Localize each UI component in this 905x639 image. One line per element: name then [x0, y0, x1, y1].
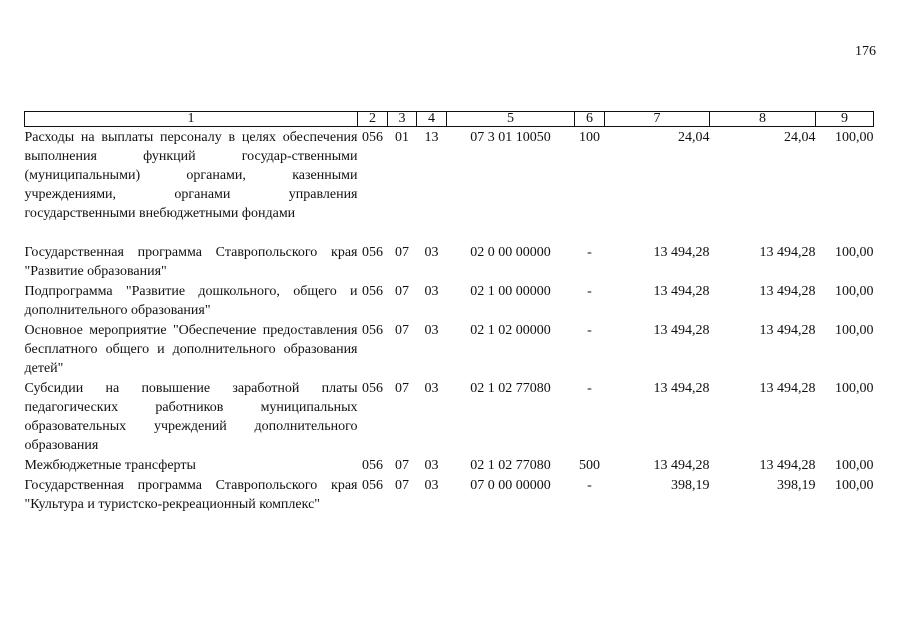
row-ministry-code: 056: [362, 381, 383, 396]
spacer-row: [25, 223, 874, 243]
row-plan-value: 13 494,28: [653, 245, 710, 260]
row-expense-type: 100: [579, 130, 600, 145]
row-actual-value: 13 494,28: [759, 458, 816, 473]
table-row: [25, 281, 874, 320]
row-name: Расходы на выплаты персоналу в целях обеспечения выполнения функций государ-ственными (муниципальными) органами, казенными учреждениями, органами управления государственными внебюджетными фондами: [24, 130, 358, 221]
row-name: Государственная программа Ставропольского края "Культура и туристско-рекреационный комплекс": [24, 478, 358, 512]
row-percent: 100,00: [835, 323, 874, 338]
row-section-code: 07: [395, 245, 409, 260]
row-expense-type: -: [587, 284, 592, 299]
row-plan-value: 24,04: [678, 130, 710, 145]
row-ministry-code: 056: [362, 130, 383, 145]
row-target-article: 02 1 02 77080: [470, 381, 551, 396]
row-section-code: 07: [395, 458, 409, 473]
row-section-code: 07: [395, 478, 409, 493]
row-percent: 100,00: [835, 381, 874, 396]
row-plan-value: 13 494,28: [653, 458, 710, 473]
column-header: 4: [417, 112, 447, 127]
row-subsection-code: 13: [424, 130, 439, 145]
table-row: [25, 243, 874, 281]
row-name: Государственная программа Ставропольского края "Развитие образования": [24, 245, 358, 279]
row-actual-value: 398,19: [777, 478, 816, 493]
row-expense-type: -: [587, 478, 592, 493]
row-percent: 100,00: [835, 478, 874, 493]
row-subsection-code: 03: [424, 323, 439, 338]
row-percent: 100,00: [835, 130, 874, 145]
row-ministry-code: 056: [362, 478, 383, 493]
row-actual-value: 13 494,28: [759, 381, 816, 396]
row-target-article: 02 0 00 00000: [470, 245, 551, 260]
row-name: Подпрограмма "Развитие дошкольного, общего и дополнительного образования": [24, 284, 358, 318]
row-name: Межбюджетные трансферты: [24, 458, 196, 473]
table-row: [25, 127, 874, 224]
row-target-article: 02 1 02 00000: [470, 323, 551, 338]
row-actual-value: 13 494,28: [759, 284, 816, 299]
column-header: 2: [358, 112, 388, 127]
row-section-code: 07: [395, 323, 409, 338]
column-header: 5: [447, 112, 575, 127]
row-expense-type: 500: [579, 458, 600, 473]
row-percent: 100,00: [835, 245, 874, 260]
row-plan-value: 398,19: [671, 478, 710, 493]
column-header: 9: [816, 112, 874, 127]
table-row: [25, 378, 874, 455]
page-number: 176: [855, 44, 876, 59]
table-row: [25, 320, 874, 378]
row-actual-value: 13 494,28: [759, 323, 816, 338]
row-ministry-code: 056: [362, 323, 383, 338]
row-subsection-code: 03: [424, 284, 439, 299]
row-plan-value: 13 494,28: [653, 323, 710, 338]
column-header: 7: [605, 112, 710, 127]
column-header: 1: [25, 112, 358, 127]
row-actual-value: 13 494,28: [759, 245, 816, 260]
row-ministry-code: 056: [362, 458, 383, 473]
row-section-code: 01: [395, 130, 409, 145]
row-expense-type: -: [587, 381, 592, 396]
row-target-article: 07 0 00 00000: [470, 478, 551, 493]
row-ministry-code: 056: [362, 284, 383, 299]
row-percent: 100,00: [835, 284, 874, 299]
row-subsection-code: 03: [424, 478, 439, 493]
row-actual-value: 24,04: [784, 130, 816, 145]
column-header: 6: [575, 112, 605, 127]
column-header: 3: [388, 112, 417, 127]
budget-table: [24, 111, 874, 514]
row-percent: 100,00: [835, 458, 874, 473]
header-row: [25, 112, 874, 127]
row-name: Основное мероприятие "Обеспечение предоставления бесплатного общего и дополнительного образования детей": [24, 323, 358, 376]
column-header: 8: [710, 112, 816, 127]
row-expense-type: -: [587, 323, 592, 338]
row-plan-value: 13 494,28: [653, 381, 710, 396]
row-expense-type: -: [587, 245, 592, 260]
row-subsection-code: 03: [424, 245, 439, 260]
row-section-code: 07: [395, 284, 409, 299]
row-name: Субсидии на повышение заработной платы педагогических работников муниципальных образовательных учреждений дополнительного образования: [24, 381, 358, 453]
row-ministry-code: 056: [362, 245, 383, 260]
row-target-article: 02 1 00 00000: [470, 284, 551, 299]
row-plan-value: 13 494,28: [653, 284, 710, 299]
row-subsection-code: 03: [424, 458, 439, 473]
table-row: [25, 475, 874, 514]
row-section-code: 07: [395, 381, 409, 396]
table-row: [25, 455, 874, 475]
row-target-article: 02 1 02 77080: [470, 458, 551, 473]
row-subsection-code: 03: [424, 381, 439, 396]
row-target-article: 07 3 01 10050: [470, 130, 551, 145]
